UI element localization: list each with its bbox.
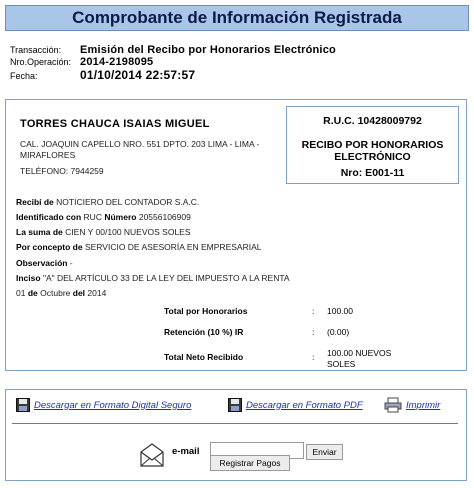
received-from-value: NOTICIERO DEL CONTADOR S.A.C. [56,197,200,207]
concept-label: Por concepto de [16,242,83,252]
clause-value: "A" DEL ARTÍCULO 33 DE LA LEY DEL IMPUESTO A LA RENTA [42,273,290,283]
operation-row [10,56,450,68]
email-label: e-mail [172,446,200,457]
number-value: 20556106909 [138,212,191,222]
total-fees-colon: : [312,306,315,316]
clause-line [16,273,290,283]
date-value: 01/10/2014 22:57:57 [80,68,196,82]
net-total-colon: : [312,352,315,362]
identified-line [16,212,191,222]
floppy-disk-icon [228,398,242,412]
concept-line [16,242,261,252]
issue-date-del: del [72,288,86,298]
send-button[interactable]: Enviar [306,444,343,460]
floppy-disk-icon [16,398,30,412]
download-pdf-action[interactable] [228,398,363,412]
ruc-number: R.U.C. 10428009792 [323,115,422,127]
transaction-meta [10,44,450,80]
print-link[interactable]: Imprimir [406,399,441,411]
receipt-panel [5,99,467,371]
identified-doc-type: RUC [83,212,102,222]
identified-label: Identificado con [16,212,82,222]
date-row [10,68,450,80]
transaction-row [10,44,450,56]
received-from-line [16,197,199,207]
observation-line [16,258,73,268]
download-pdf-link[interactable]: Descargar en Formato PDF [246,399,363,411]
register-payments-button[interactable]: Registrar Pagos [210,455,290,471]
number-label: Número [104,212,137,222]
actions-divider [12,423,458,424]
download-secure-action[interactable] [16,398,191,412]
total-fees-value: 100.00 [327,306,353,316]
envelope-icon [138,442,166,468]
printer-icon [384,397,402,413]
document-number: Nro: E001-11 [340,167,405,179]
amount-label: La suma de [16,227,63,237]
document-type: RECIBO POR HONORARIOS ELECTRÓNICO [301,139,444,163]
net-total-value: 100.00 NUEVOS SOLES [327,348,392,369]
withholding-colon: : [312,327,315,337]
received-from-label: Recibí de [16,197,54,207]
withholding-value: (0.00) [327,327,350,337]
ruc-box [286,106,459,184]
issue-month: Octubre [40,288,71,298]
clause-label: Inciso [16,273,41,283]
issue-day: 01 [16,288,26,298]
page-title: Comprobante de Información Registrada [72,8,402,27]
total-fees-label: Total por Honorarios [164,306,248,316]
issuer-address: CAL. JOAQUIN CAPELLO NRO. 551 DPTO. 203 LIMA - LIMA - MIRAFLORES [20,139,260,160]
download-secure-link[interactable]: Descargar en Formato Digital Seguro [34,399,192,411]
withholding-label: Retención (10 %) IR [164,327,244,337]
transaction-value: Emisión del Recibo por Honorarios Electrónico [80,44,336,56]
issuer-phone: TELÉFONO: 7944259 [20,166,104,176]
title-bar [5,5,469,31]
operation-value: 2014-2198095 [80,56,154,68]
observation-label: Observación [16,258,68,268]
issuer-name: TORRES CHAUCA ISAIAS MIGUEL [20,118,210,130]
date-label: Fecha: [10,71,38,81]
operation-label: Nro.Operación: [10,57,72,67]
net-total-label: Total Neto Recibido [164,352,244,362]
actions-panel [5,389,467,481]
issue-date-line [16,288,106,298]
transaction-label: Transacción: [10,45,62,55]
concept-value: SERVICIO DE ASESORÍA EN EMPRESARIAL [84,242,262,252]
amount-value: CIEN Y 00/100 NUEVOS SOLES [65,227,191,237]
amount-line [16,227,191,237]
observation-value: - [69,258,73,268]
issue-year: 2014 [87,288,107,298]
issue-date-de: de [27,288,38,298]
print-action[interactable] [384,397,440,413]
